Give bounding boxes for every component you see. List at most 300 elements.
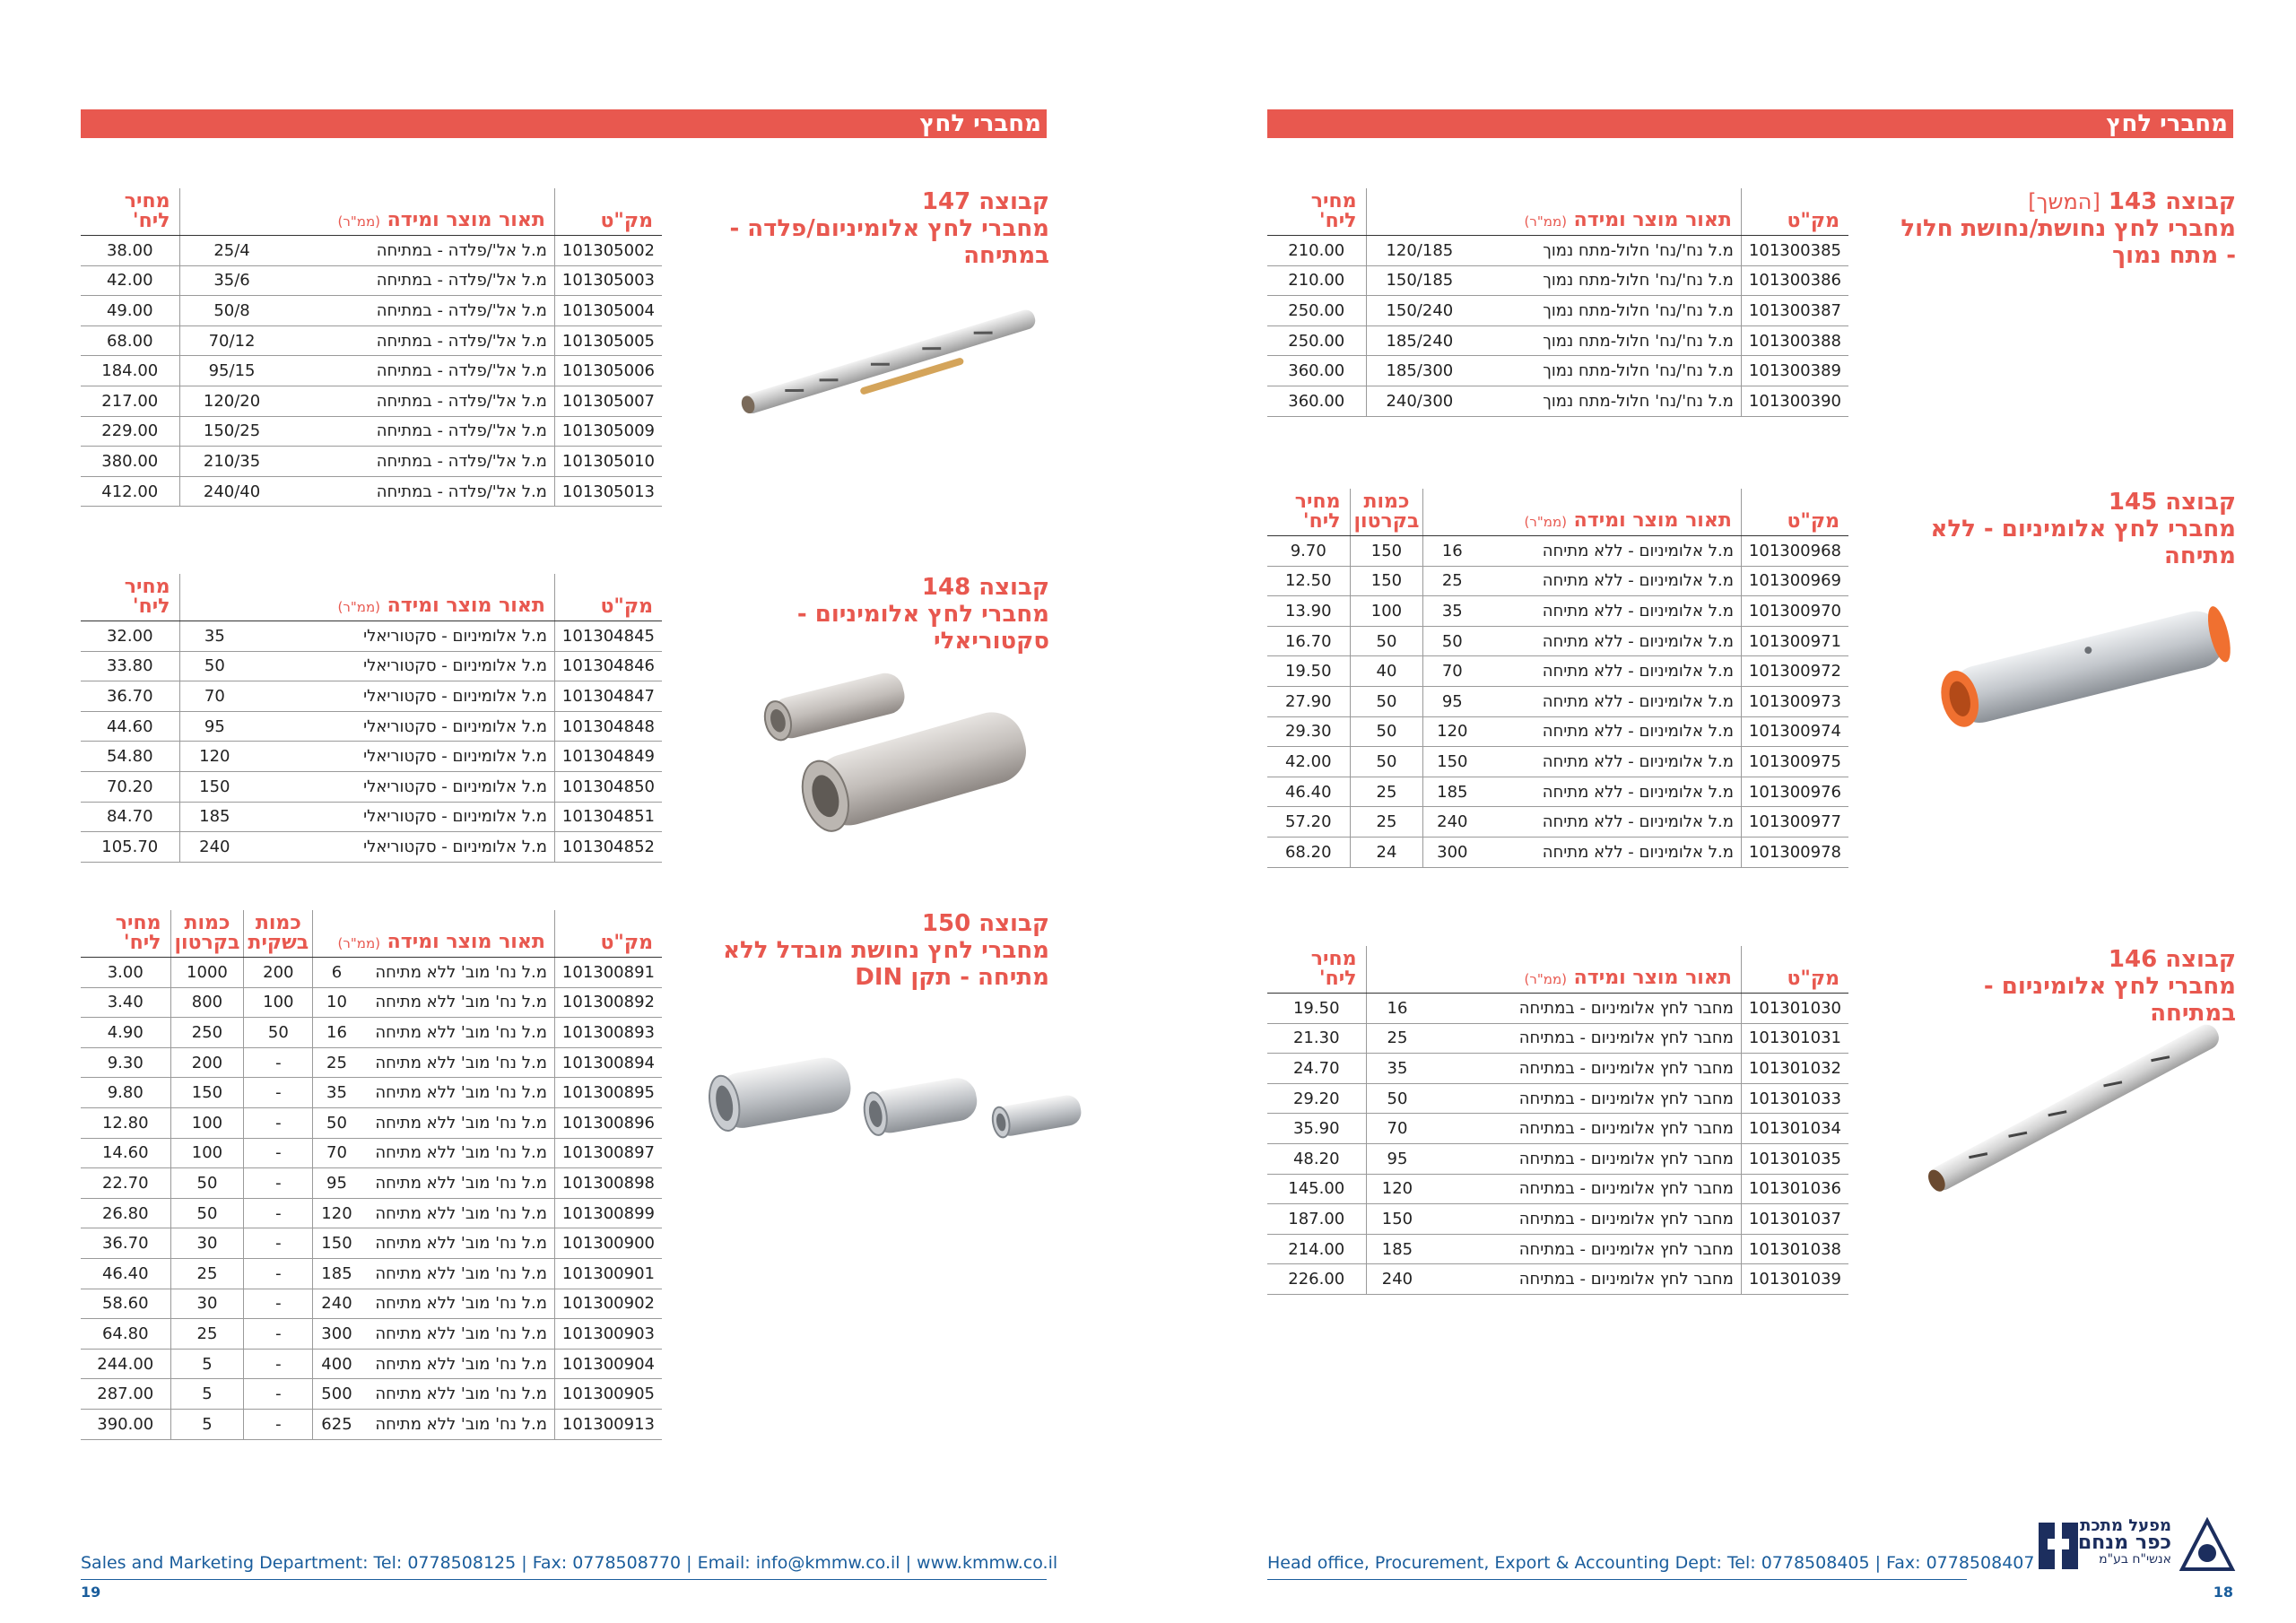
table-cell: מ.ל אלומיניום - ללא מתיחה [1481,626,1741,656]
table-cell: מ.ל נח' מוב' ללא מתיחה [361,1379,555,1410]
group-148-title: קבוצה 148 מחברי לחץ אלומיניום - סקטוריאלי [796,574,1049,655]
table-cell: 300 [1423,837,1481,867]
table-cell: 95 [1423,686,1481,716]
table-row [1267,747,1848,777]
table-cell: 25/4 [179,236,284,266]
table-cell: מ.ל אל'/פלדה - במתיחה [284,356,555,386]
table-cell: 240/300 [1366,386,1473,416]
table-cell: - [244,1198,313,1228]
table-cell: 120 [1366,1174,1428,1204]
table-cell: 229.00 [81,416,179,447]
table-cell: 101300895 [554,1078,662,1108]
table-cell: 95 [313,1168,361,1199]
table-cell: מחבר לחץ אלומיניום - במתיחה [1428,994,1741,1024]
table-row [81,1047,662,1078]
table-cell: מחבר לחץ אלומיניום - במתיחה [1428,1204,1741,1235]
table-cell: 101300970 [1741,596,1848,627]
table-cell: מ.ל נח' מוב' ללא מתיחה [361,958,555,988]
table-cell: מ.ל אלומיניום - סקטוריאלי [249,621,554,652]
table-cell: מ.ל אלומיניום - ללא מתיחה [1481,596,1741,627]
table-cell: 101300973 [1741,686,1848,716]
table-cell: 3.40 [81,987,170,1018]
table-cell: 64.80 [81,1319,170,1350]
table-cell: 68.00 [81,325,179,356]
table-cell: 16 [1423,536,1481,567]
table-cell: מחבר לחץ אלומיניום - במתיחה [1428,1264,1741,1295]
group-145-title: קבוצה 145 מחברי לחץ אלומיניום - ללא מתיחה [1930,489,2236,569]
table-cell: 101304845 [554,621,662,652]
table-cell: 101305010 [554,447,662,477]
table-cell: 4.90 [81,1018,170,1048]
table-cell: 145.00 [1267,1174,1366,1204]
table-cell: 101301030 [1741,994,1848,1024]
table-row [1267,296,1848,326]
table-cell: - [244,1409,313,1439]
table-cell: 101305003 [554,265,662,296]
table-cell: 1000 [170,958,244,988]
table-cell: מ.ל אלומיניום - סקטוריאלי [249,651,554,681]
table-row [1267,994,1848,1024]
table-row [81,386,662,416]
table-cell: 101300977 [1741,807,1848,838]
table-cell: 58.60 [81,1289,170,1319]
table-cell: 95/15 [179,356,284,386]
table-cell: מ.ל אלומיניום - סקטוריאלי [249,802,554,832]
table-cell: מחבר לחץ אלומיניום - במתיחה [1428,1083,1741,1114]
table-cell: 185/300 [1366,356,1473,386]
table-cell: 101305005 [554,325,662,356]
table-row [1267,1054,1848,1084]
table-row [81,651,662,681]
table-cell: 16 [1366,994,1428,1024]
table-cell: 101304847 [554,681,662,712]
table-cell: 50 [1350,686,1423,716]
table-cell: 19.50 [1267,656,1350,687]
table-cell: 105.70 [81,832,179,863]
table-cell: - [244,1047,313,1078]
table-cell: מ.ל אלומיניום - ללא מתיחה [1481,807,1741,838]
table-row [1267,1234,1848,1264]
table-row [81,987,662,1018]
table-cell: 9.70 [1267,536,1350,567]
table-cell: 44.60 [81,711,179,742]
table-cell: - [244,1078,313,1108]
table-row [81,1319,662,1350]
footer-contact: Head office, Procurement, Export & Accounting Dept: Tel: 0778508405 | Fax: 0778508407 [1267,1553,1967,1580]
table-row [1267,566,1848,596]
table-cell: 29.30 [1267,716,1350,747]
table-cell: 101300385 [1741,236,1848,266]
table-row [1267,596,1848,627]
table-cell: 22.70 [81,1168,170,1199]
table-cell: 42.00 [81,265,179,296]
table-cell: 49.00 [81,296,179,326]
table-cell: 226.00 [1267,1264,1366,1295]
table-cell: 101301037 [1741,1204,1848,1235]
table-cell: 244.00 [81,1349,170,1379]
table-cell: 101300974 [1741,716,1848,747]
table-cell: 150/185 [1366,265,1473,296]
table-cell: 16.70 [1267,626,1350,656]
table-row [81,681,662,712]
table-cell: מחבר לחץ אלומיניום - במתיחה [1428,1234,1741,1264]
table-cell: 100 [1350,596,1423,627]
table-cell: 500 [313,1379,361,1410]
table-cell: 250 [170,1018,244,1048]
table-cell: - [244,1107,313,1138]
table-cell: 95 [1366,1143,1428,1174]
table-cell: מ.ל נח' מוב' ללא מתיחה [361,1018,555,1048]
table-row [81,1018,662,1048]
table-row [1267,777,1848,807]
table-cell: מ.ל אל'/פלדה - במתיחה [284,325,555,356]
table-cell: 360.00 [1267,356,1366,386]
table-cell: 101300891 [554,958,662,988]
group-147-title: קבוצה 147 מחברי לחץ אלומיניום/פלדה - במתיחה [729,188,1049,269]
table-cell: מ.ל אלומיניום - ללא מתיחה [1481,566,1741,596]
table-cell: 101300386 [1741,265,1848,296]
table-cell: 101300968 [1741,536,1848,567]
group-148-table [81,574,662,863]
table-cell: מ.ל נח'/נח' חלול-מתח נמוך [1473,296,1741,326]
table-cell: 390.00 [81,1409,170,1439]
table-cell: - [244,1258,313,1289]
table-cell: 400 [313,1349,361,1379]
table-cell: 5 [170,1349,244,1379]
col-qty-bag: כמות בשקית [244,910,313,958]
table-cell: 50 [313,1107,361,1138]
table-cell: 101301033 [1741,1083,1848,1114]
table-cell: 150 [170,1078,244,1108]
col-price: מחיר ליח' [1267,188,1366,236]
table-cell: 84.70 [81,802,179,832]
table-cell: - [244,1228,313,1259]
triangle-emblem-icon [2179,1517,2236,1575]
table-cell: 21.30 [1267,1023,1366,1054]
table-cell: 250.00 [1267,296,1366,326]
table-cell: 412.00 [81,476,179,507]
table-cell: 101305006 [554,356,662,386]
table-cell: 50 [1350,747,1423,777]
table-row [81,711,662,742]
table-cell: 625 [313,1409,361,1439]
table-cell: מחבר לחץ אלומיניום - במתיחה [1428,1143,1741,1174]
table-row [1267,1114,1848,1144]
table-cell: 185 [179,802,249,832]
table-cell: 25 [313,1047,361,1078]
table-cell: 101301035 [1741,1143,1848,1174]
group-143-table [1267,188,1848,417]
table-cell: 120 [1423,716,1481,747]
table-cell: מ.ל אלומיניום - ללא מתיחה [1481,837,1741,867]
table-cell: מ.ל נח' מוב' ללא מתיחה [361,1409,555,1439]
table-row [1267,626,1848,656]
table-cell: 360.00 [1267,386,1366,416]
table-row [1267,656,1848,687]
table-cell: 240 [179,832,249,863]
table-cell: 54.80 [81,742,179,772]
table-cell: 36.70 [81,681,179,712]
table-cell: 29.20 [1267,1083,1366,1114]
table-row [81,1379,662,1410]
table-cell: 50 [170,1198,244,1228]
table-cell: 5 [170,1409,244,1439]
table-cell: 210/35 [179,447,284,477]
group-145-table [1267,489,1848,868]
table-row [81,1107,662,1138]
table-row [81,1168,662,1199]
table-cell: 800 [170,987,244,1018]
table-cell: 101300899 [554,1198,662,1228]
table-cell: 100 [170,1138,244,1168]
table-row [81,236,662,266]
table-cell: 101300978 [1741,837,1848,867]
table-cell: 27.90 [1267,686,1350,716]
table-cell: 50 [1350,626,1423,656]
group-143-title: קבוצה 143 [המשך] מחברי לחץ נחושת/נחושת חלול - מתח נמוך [1900,188,2236,269]
table-cell: 185 [1423,777,1481,807]
table-cell: מ.ל נח' מוב' ללא מתיחה [361,1107,555,1138]
table-cell: 101300901 [554,1258,662,1289]
table-cell: 214.00 [1267,1234,1366,1264]
table-row [81,802,662,832]
table-row [81,958,662,988]
group-150-table [81,910,662,1440]
table-cell: 101300389 [1741,356,1848,386]
table-cell: 101304851 [554,802,662,832]
group-147-table [81,188,662,507]
table-cell: 101300913 [554,1409,662,1439]
table-cell: 120/185 [1366,236,1473,266]
table-cell: 287.00 [81,1379,170,1410]
table-row [81,832,662,863]
table-row [1267,236,1848,266]
col-desc: תאור מוצר ומידה (ממ"ר) [1366,188,1741,236]
table-cell: מ.ל נח'/נח' חלול-מתח נמוך [1473,325,1741,356]
table-cell: מ.ל אל'/פלדה - במתיחה [284,296,555,326]
table-cell: 25 [1350,807,1423,838]
table-cell: מ.ל אלומיניום - ללא מתיחה [1481,536,1741,567]
page-19 [81,0,1058,1623]
table-cell: 50 [1366,1083,1428,1114]
col-price: מחיר ליח' [1267,489,1350,536]
table-cell: 101300388 [1741,325,1848,356]
table-cell: 150 [313,1228,361,1259]
table-cell: 48.20 [1267,1143,1366,1174]
table-cell: 101300900 [554,1228,662,1259]
table-cell: 101301039 [1741,1264,1848,1295]
col-qty-box: כמות בקרטון [1350,489,1423,536]
table-cell: 101300894 [554,1047,662,1078]
table-row [1267,356,1848,386]
table-row [1267,1264,1848,1295]
table-row [1267,837,1848,867]
table-row [81,1228,662,1259]
table-cell: 46.40 [1267,777,1350,807]
table-cell: 24 [1350,837,1423,867]
table-cell: 24.70 [1267,1054,1366,1084]
table-row [1267,1204,1848,1235]
table-cell: 150 [1350,536,1423,567]
logo-text: מפעל מתכת כפר מנחם אנשי"ח בע"מ [2077,1516,2171,1567]
table-cell: 101300904 [554,1349,662,1379]
table-cell: מ.ל אלומיניום - ללא מתיחה [1481,656,1741,687]
table-row [1267,536,1848,567]
group-150-title: קבוצה 150 מחברי לחץ נחושת מובדל ללא מתיחה - תקן DIN [723,910,1049,991]
table-cell: 30 [170,1228,244,1259]
table-cell: 5 [170,1379,244,1410]
table-cell: 101300892 [554,987,662,1018]
company-logo [2003,1517,2236,1580]
table-cell: 46.40 [81,1258,170,1289]
col-desc: תאור מוצר ומידה (ממ"ר) [313,910,555,958]
col-sku: מק"ט [1741,946,1848,994]
table-row [81,1409,662,1439]
table-cell: 101304852 [554,832,662,863]
table-cell: 3.00 [81,958,170,988]
table-row [81,1289,662,1319]
table-cell: 100 [170,1107,244,1138]
table-cell: 101300896 [554,1107,662,1138]
group-146-table [1267,946,1848,1295]
table-row [1267,1143,1848,1174]
table-cell: 70 [179,681,249,712]
table-cell: - [244,1319,313,1350]
table-row [1267,807,1848,838]
aluminum-steel-connector-image [726,287,1112,421]
table-row [81,1198,662,1228]
table-cell: 120/20 [179,386,284,416]
table-cell: מ.ל נח' מוב' ללא מתיחה [361,1289,555,1319]
table-cell: 95 [179,711,249,742]
table-cell: מחבר לחץ אלומיניום - במתיחה [1428,1054,1741,1084]
table-cell: 38.00 [81,236,179,266]
group-146-title: קבוצה 146 מחברי לחץ אלומיניום - במתיחה [1983,946,2236,1027]
table-cell: 101300975 [1741,747,1848,777]
table-cell: מחבר לחץ אלומיניום - במתיחה [1428,1114,1741,1144]
table-cell: 185/240 [1366,325,1473,356]
table-row [1267,1083,1848,1114]
table-cell: מ.ל נח' מוב' ללא מתיחה [361,1198,555,1228]
col-price: מחיר ליח' [1267,946,1366,994]
table-row [1267,1174,1848,1204]
table-cell: מ.ל אל'/פלדה - במתיחה [284,386,555,416]
table-row [81,1078,662,1108]
table-cell: 101300905 [554,1379,662,1410]
col-price: מחיר ליח' [81,574,179,621]
table-cell: 120 [313,1198,361,1228]
table-row [81,771,662,802]
table-cell: 35/6 [179,265,284,296]
table-cell: מ.ל נח' מוב' ללא מתיחה [361,1078,555,1108]
table-cell: 70.20 [81,771,179,802]
page-18 [1267,0,2236,1623]
table-cell: 9.30 [81,1047,170,1078]
table-cell: 25 [170,1319,244,1350]
table-cell: - [244,1168,313,1199]
table-cell: מ.ל אל'/פלדה - במתיחה [284,447,555,477]
col-desc: תאור מוצר ומידה (ממ"ר) [1366,946,1741,994]
table-cell: 26.80 [81,1198,170,1228]
table-cell: 36.70 [81,1228,170,1259]
table-row [1267,1023,1848,1054]
table-cell: 13.90 [1267,596,1350,627]
table-cell: 35 [179,621,249,652]
table-cell: 210.00 [1267,265,1366,296]
table-cell: 42.00 [1267,747,1350,777]
table-cell: 101304848 [554,711,662,742]
table-cell: - [244,1349,313,1379]
table-row [81,1349,662,1379]
table-cell: מ.ל אלומיניום - ללא מתיחה [1481,747,1741,777]
table-cell: 101305013 [554,476,662,507]
table-cell: 32.00 [81,621,179,652]
table-cell: 50 [1350,716,1423,747]
table-cell: - [244,1379,313,1410]
table-cell: 101300903 [554,1319,662,1350]
table-cell: 35.90 [1267,1114,1366,1144]
col-price: מחיר ליח' [81,188,179,236]
table-cell: מחבר לחץ אלומיניום - במתיחה [1428,1174,1741,1204]
table-cell: 120 [179,742,249,772]
table-cell: 100 [244,987,313,1018]
table-cell: מ.ל נח' מוב' ללא מתיחה [361,1319,555,1350]
table-cell: מ.ל אלומיניום - ללא מתיחה [1481,716,1741,747]
table-cell: 12.50 [1267,566,1350,596]
table-cell: 184.00 [81,356,179,386]
page-number: 19 [81,1584,101,1601]
footer-contact: Sales and Marketing Department: Tel: 0778508125 | Fax: 0778508770 | Email: info@kmmw.co.il | www.kmmw.co.il [81,1553,1047,1580]
page-number: 18 [2213,1584,2233,1601]
table-cell: 217.00 [81,386,179,416]
group-148-section [81,574,1049,870]
table-cell: מ.ל אלומיניום - ללא מתיחה [1481,777,1741,807]
table-cell: - [244,1138,313,1168]
table-cell: מ.ל נח' מוב' ללא מתיחה [361,1258,555,1289]
table-cell: 50 [1423,626,1481,656]
table-row [81,265,662,296]
table-cell: מ.ל נח' מוב' ללא מתיחה [361,1168,555,1199]
table-cell: 50 [170,1168,244,1199]
table-cell: - [244,1289,313,1319]
insulated-copper-connector-image [709,1027,1121,1161]
col-sku: מק"ט [554,910,662,958]
table-cell: 25 [1423,566,1481,596]
table-cell: 150 [1350,566,1423,596]
table-cell: 50/8 [179,296,284,326]
table-cell: מ.ל נח'/נח' חלול-מתח נמוך [1473,386,1741,416]
table-row [1267,386,1848,416]
table-cell: 25 [170,1258,244,1289]
table-row [81,447,662,477]
table-cell: 210.00 [1267,236,1366,266]
table-row [1267,686,1848,716]
table-cell: מ.ל נח'/נח' חלול-מתח נמוך [1473,265,1741,296]
table-row [81,296,662,326]
page-banner: מחברי לחץ [81,109,1047,138]
table-cell: 101300387 [1741,296,1848,326]
group-150-section [81,910,1049,1448]
table-cell: מ.ל אל'/פלדה - במתיחה [284,476,555,507]
table-cell: מ.ל נח' מוב' ללא מתיחה [361,987,555,1018]
group-147-section [81,188,1049,502]
col-qty-box: כמות בקרטון [170,910,244,958]
table-cell: 101300971 [1741,626,1848,656]
table-cell: 101304846 [554,651,662,681]
table-cell: מ.ל אלומיניום - סקטוריאלי [249,742,554,772]
table-cell: 101304850 [554,771,662,802]
table-cell: 25 [1350,777,1423,807]
